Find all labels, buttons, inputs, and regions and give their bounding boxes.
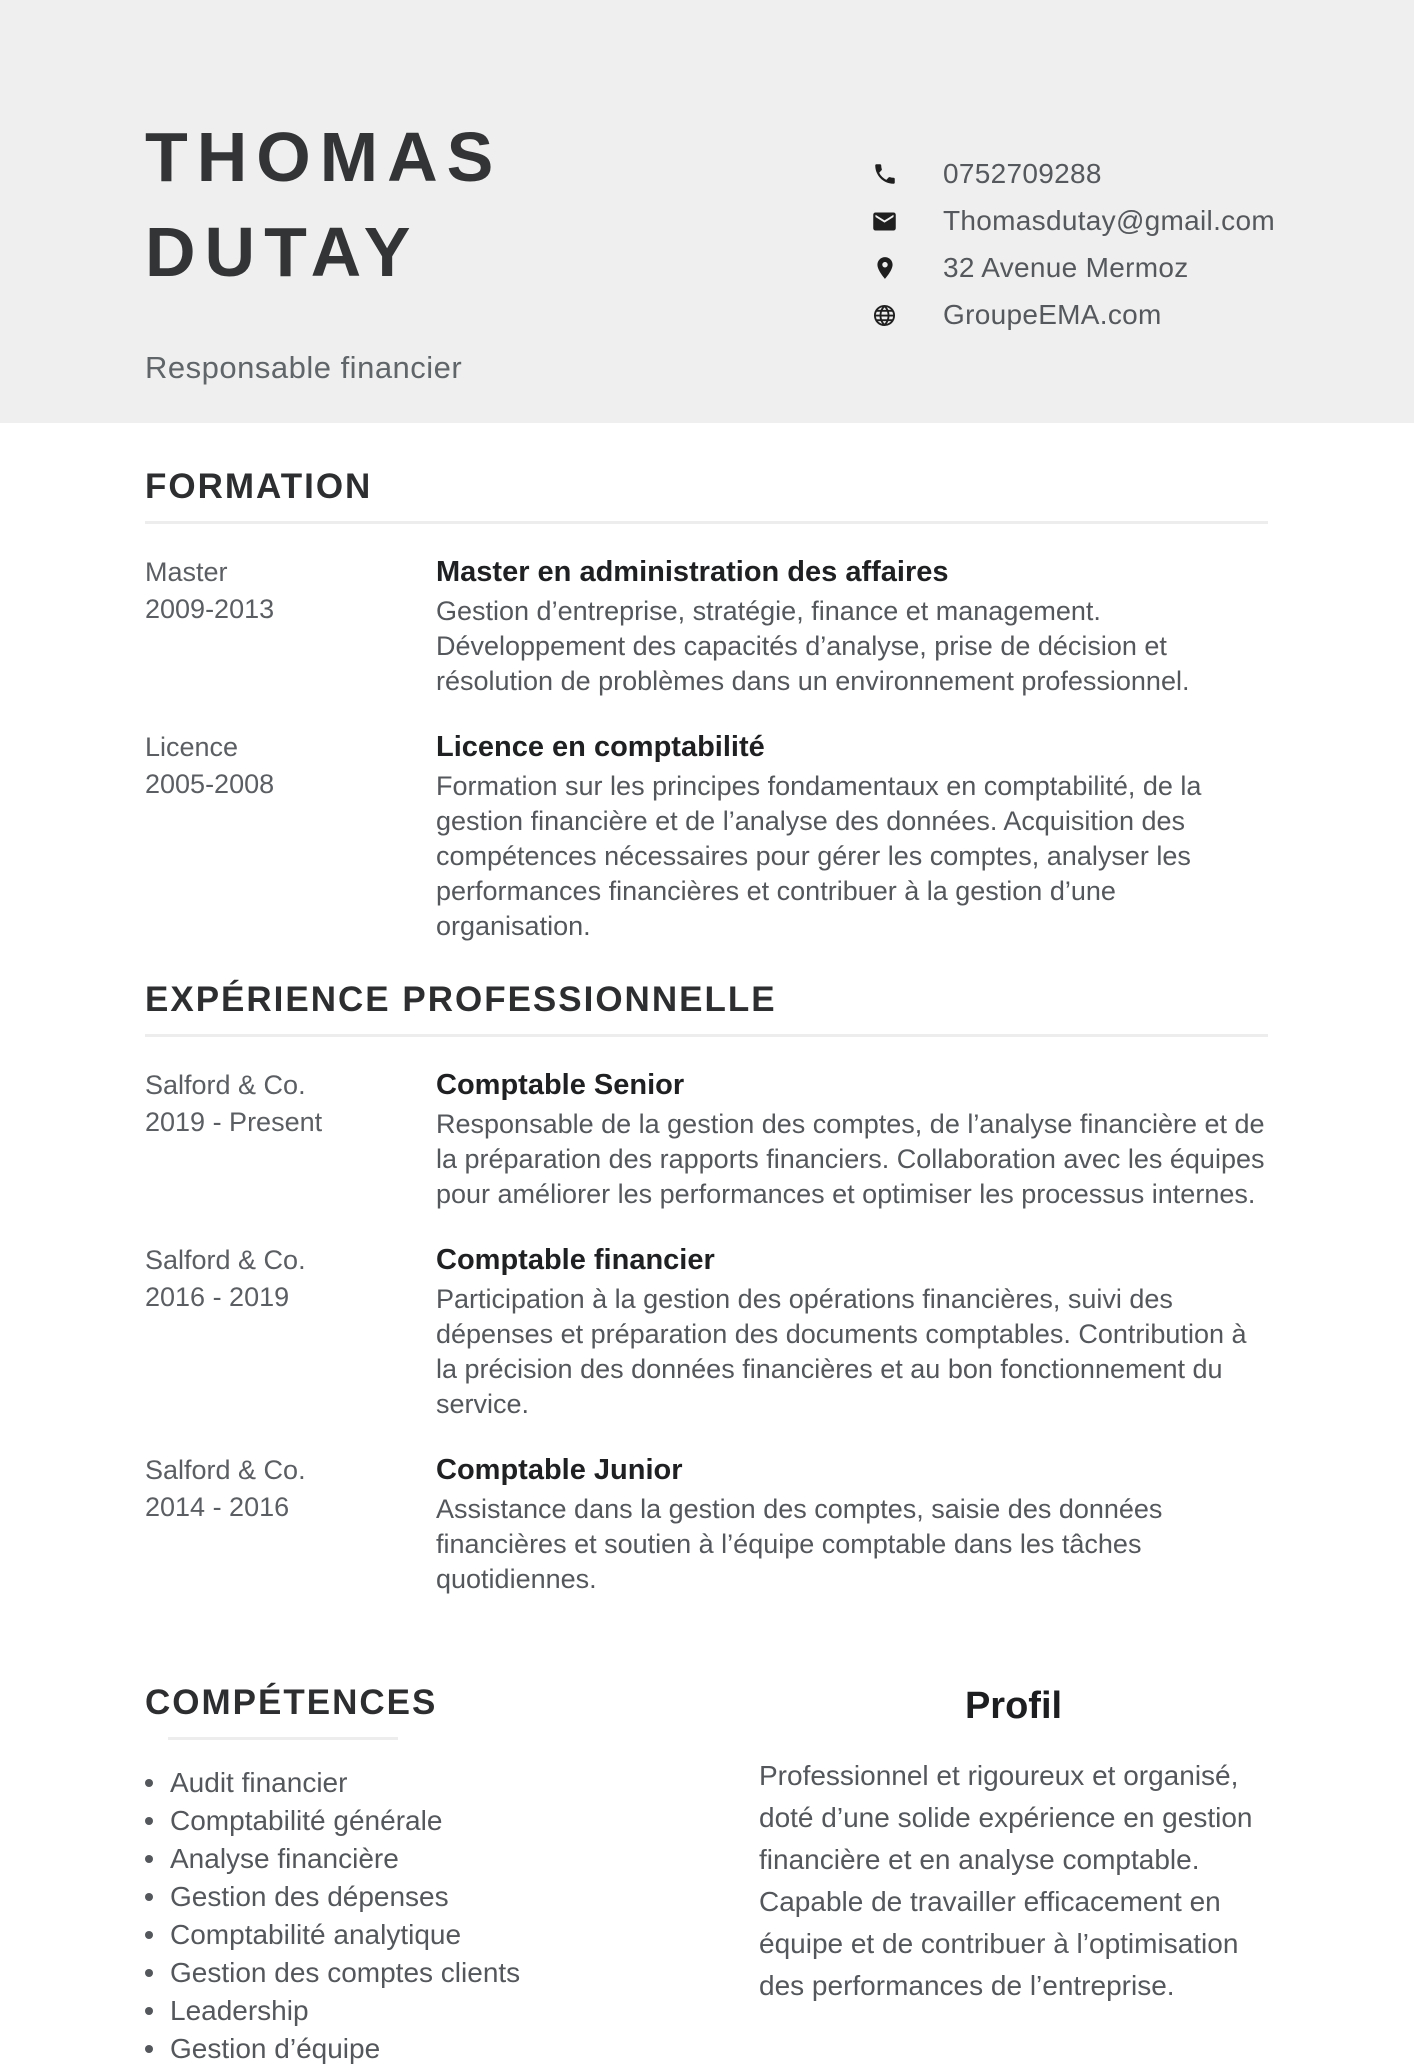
skill-item: Gestion d’équipe [145, 2034, 757, 2064]
profile-section [757, 1685, 1268, 2072]
experience-entry [145, 1452, 1268, 1597]
experience-section [145, 982, 1268, 1597]
degree-title: Licence en comptabilité [436, 731, 765, 763]
role-description: Participation à la gestion des opérations financières, suivi des dépenses et préparation des documents comptables. Contribution à la précision des données financières et au bon fonctionnement du service. [436, 1284, 1247, 1419]
degree-description: Gestion d’entreprise, stratégie, finance et management. Développement des capacités d’analyse, prise de décision et résolution de problèmes dans un environnement professionnel. [436, 596, 1190, 696]
experience-entry-body [436, 1242, 1268, 1422]
experience-entries [145, 1067, 1268, 1597]
job-title-subtitle: Responsable financier [145, 350, 463, 385]
company-name: Salford & Co. [145, 1455, 306, 1485]
skills-divider [168, 1737, 398, 1740]
company-name: Salford & Co. [145, 1245, 306, 1275]
contact-block [871, 160, 1275, 329]
experience-entry-meta [145, 1452, 436, 1597]
location-pin-icon [871, 255, 898, 282]
formation-entry [145, 729, 1268, 944]
header [0, 0, 1414, 423]
experience-entry-body [436, 1067, 1268, 1212]
formation-entry-body [436, 554, 1268, 699]
degree-label: Master [145, 557, 228, 587]
degree-title: Master en administration des affaires [436, 556, 949, 588]
email-value: Thomasdutay@gmail.com [943, 205, 1275, 236]
degree-description: Formation sur les principes fondamentaux en comptabilité, de la gestion financière et de l’analyse des données. Acquisition des compétences nécessaires pour gérer les comptes, analyser les performances financières et contribuer à la gestion d’une organisation. [436, 771, 1202, 941]
profile-text: Professionnel et rigoureux et organisé, doté d’une solide expérience en gestion financière et en analyse comptable. Capable de travailler efficacement en équipe et de contribuer à l’optimisation des performances de l’entreprise. [759, 1760, 1253, 2001]
bottom-columns [145, 1685, 1268, 2072]
experience-entry-meta [145, 1242, 436, 1422]
experience-entry-body [436, 1452, 1268, 1597]
candidate-name-line2: DUTAY [145, 213, 420, 291]
profile-section-title: Profil [964, 1685, 1063, 1727]
formation-entry-meta [145, 729, 436, 944]
employment-dates: 2014 - 2016 [145, 1492, 290, 1522]
formation-entry-meta [145, 554, 436, 699]
skills-section [145, 1685, 757, 2072]
role-title: Comptable financier [436, 1244, 715, 1276]
website-value: GroupeEMA.com [943, 299, 1162, 330]
formation-divider [145, 521, 1268, 524]
skill-item: Analyse financière [145, 1844, 757, 1874]
experience-entry-meta [145, 1067, 436, 1212]
main-content [0, 423, 1414, 2072]
contact-row-address [871, 254, 1275, 282]
phone-icon [871, 161, 898, 188]
degree-label: Licence [145, 732, 239, 762]
phone-value: 0752709288 [943, 158, 1102, 189]
skill-item: Gestion des comptes clients [145, 1958, 757, 1988]
address-value: 32 Avenue Mermoz [943, 252, 1189, 283]
candidate-name-line1: THOMAS [145, 118, 503, 196]
experience-entry [145, 1242, 1268, 1422]
role-title: Comptable Junior [436, 1454, 683, 1486]
employment-dates: 2016 - 2019 [145, 1282, 290, 1312]
skill-item: Comptabilité générale [145, 1806, 757, 1836]
role-title: Comptable Senior [436, 1069, 685, 1101]
contact-row-website [871, 301, 1275, 329]
formation-entry [145, 554, 1268, 699]
contact-row-phone [871, 160, 1275, 188]
skill-item: Audit financier [145, 1768, 757, 1798]
skill-item: Gestion des dépenses [145, 1882, 757, 1912]
company-name: Salford & Co. [145, 1070, 306, 1100]
degree-dates: 2009-2013 [145, 594, 275, 624]
experience-divider [145, 1034, 1268, 1037]
formation-entries [145, 554, 1268, 944]
formation-section [145, 469, 1268, 944]
skill-item: Comptabilité analytique [145, 1920, 757, 1950]
contact-row-email [871, 207, 1275, 235]
candidate-name [145, 110, 502, 300]
experience-section-title: EXPÉRIENCE PROFESSIONNELLE [145, 980, 777, 1019]
role-description: Responsable de la gestion des comptes, de l’analyse financière et de la préparation des rapports financiers. Collaboration avec les équipes pour améliorer les performances et optimiser les processus internes. [436, 1109, 1265, 1209]
skills-list [145, 1768, 757, 2064]
formation-section-title: FORMATION [145, 467, 373, 506]
degree-dates: 2005-2008 [145, 769, 275, 799]
experience-entry [145, 1067, 1268, 1212]
employment-dates: 2019 - Present [145, 1107, 323, 1137]
role-description: Assistance dans la gestion des comptes, saisie des données financières et soutien à l’équipe comptable dans les tâches quotidiennes. [436, 1494, 1163, 1594]
skill-item: Leadership [145, 1996, 757, 2026]
skills-section-title: COMPÉTENCES [145, 1683, 438, 1722]
mail-icon [871, 208, 898, 235]
formation-entry-body [436, 729, 1268, 944]
globe-icon [871, 302, 898, 329]
